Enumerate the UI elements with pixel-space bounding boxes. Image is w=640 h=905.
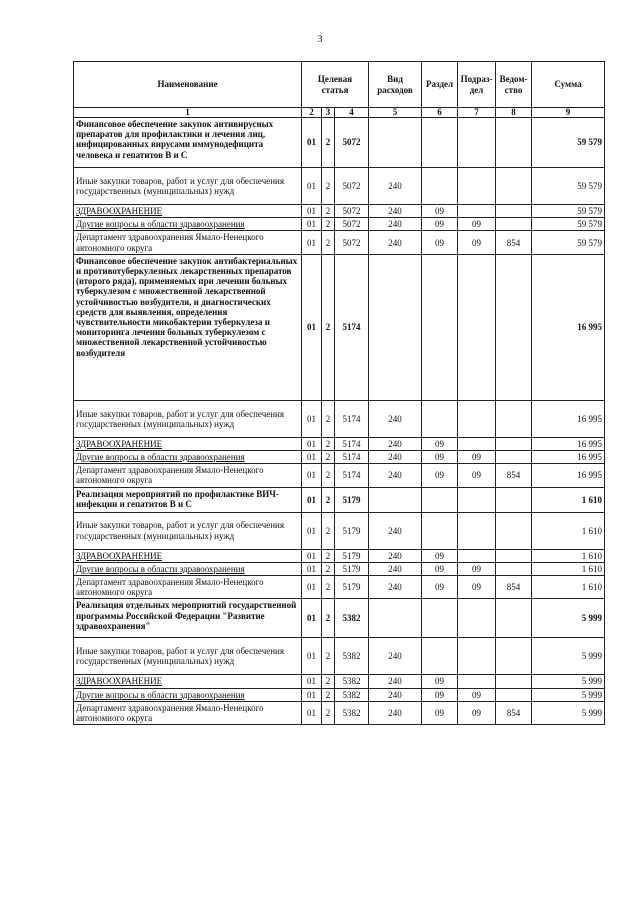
subsection-cell: 09 xyxy=(458,562,496,575)
section-cell xyxy=(422,118,458,168)
target-code-direction: 5174 xyxy=(335,437,369,450)
target-code-direction: 5382 xyxy=(335,599,369,638)
table-row xyxy=(74,688,605,701)
table-row xyxy=(74,562,605,575)
sum-cell: 59 579 xyxy=(532,231,605,254)
row-name xyxy=(74,576,302,599)
expense-type-cell: 240 xyxy=(369,701,422,724)
row-name-text: Иные закупки товаров, работ и услуг для обеспечения государственных (муниципальных) нужд xyxy=(76,646,284,667)
table-row xyxy=(74,231,605,254)
sum-cell: 16 995 xyxy=(532,437,605,450)
header-expense-type: Вид расходов xyxy=(369,62,422,108)
target-code-direction: 5072 xyxy=(335,118,369,168)
subsection-cell: 09 xyxy=(458,218,496,231)
sum-cell: 59 579 xyxy=(532,218,605,231)
target-code-subprogram: 2 xyxy=(322,231,335,254)
table-row xyxy=(74,254,605,400)
row-name-text: ЗДРАВООХРАНЕНИЕ xyxy=(76,676,163,687)
target-code-program: 01 xyxy=(302,437,322,450)
column-number: 3 xyxy=(322,108,335,118)
sum-cell: 16 995 xyxy=(532,254,605,400)
target-code-program: 01 xyxy=(302,118,322,168)
section-cell: 09 xyxy=(422,562,458,575)
target-code-program: 01 xyxy=(302,464,322,487)
column-number: 4 xyxy=(335,108,369,118)
target-code-program: 01 xyxy=(302,451,322,464)
page-number: 3 xyxy=(317,34,323,45)
subsection-cell: 09 xyxy=(458,451,496,464)
target-code-direction: 5072 xyxy=(335,231,369,254)
row-name xyxy=(74,464,302,487)
section-cell: 09 xyxy=(422,231,458,254)
target-code-subprogram: 2 xyxy=(322,487,335,512)
table-row xyxy=(74,512,605,549)
department-cell xyxy=(496,675,532,688)
column-number: 6 xyxy=(422,108,458,118)
department-cell: 854 xyxy=(496,231,532,254)
target-code-program: 01 xyxy=(302,400,322,437)
section-cell: 09 xyxy=(422,451,458,464)
expense-type-cell xyxy=(369,118,422,168)
expense-type-cell: 240 xyxy=(369,464,422,487)
row-name-text: ЗДРАВООХРАНЕНИЕ xyxy=(76,438,163,449)
target-code-program: 01 xyxy=(302,576,322,599)
row-name xyxy=(74,437,302,450)
row-name xyxy=(74,118,302,168)
target-code-subprogram: 2 xyxy=(322,437,335,450)
row-name xyxy=(74,205,302,218)
target-code-direction: 5382 xyxy=(335,701,369,724)
department-cell xyxy=(496,118,532,168)
target-code-program: 01 xyxy=(302,688,322,701)
target-code-subprogram: 2 xyxy=(322,168,335,205)
section-cell: 09 xyxy=(422,576,458,599)
sum-cell: 16 995 xyxy=(532,400,605,437)
table-row xyxy=(74,168,605,205)
department-cell xyxy=(496,549,532,562)
sum-cell: 59 579 xyxy=(532,168,605,205)
row-name-text: Департамент здравоохранения Ямало-Ненецкого автономного округа xyxy=(76,465,264,486)
target-code-direction: 5179 xyxy=(335,487,369,512)
sum-cell: 59 579 xyxy=(532,205,605,218)
row-name-text: Другие вопросы в области здравоохранения xyxy=(76,219,245,230)
row-name xyxy=(74,675,302,688)
target-code-program: 01 xyxy=(302,512,322,549)
row-name xyxy=(74,451,302,464)
target-code-subprogram: 2 xyxy=(322,512,335,549)
header-section: Раздел xyxy=(422,62,458,108)
sum-cell: 1 610 xyxy=(532,487,605,512)
target-code-direction: 5072 xyxy=(335,218,369,231)
section-cell xyxy=(422,487,458,512)
section-cell xyxy=(422,400,458,437)
table-row xyxy=(74,701,605,724)
row-name xyxy=(74,549,302,562)
target-code-direction: 5174 xyxy=(335,451,369,464)
target-code-program: 01 xyxy=(302,549,322,562)
row-name xyxy=(74,512,302,549)
column-number: 1 xyxy=(74,108,302,118)
target-code-program: 01 xyxy=(302,599,322,638)
expense-type-cell xyxy=(369,487,422,512)
target-code-program: 01 xyxy=(302,487,322,512)
column-number: 5 xyxy=(369,108,422,118)
row-name xyxy=(74,168,302,205)
target-code-program: 01 xyxy=(302,205,322,218)
sum-cell: 16 995 xyxy=(532,451,605,464)
expense-type-cell: 240 xyxy=(369,205,422,218)
target-code-direction: 5072 xyxy=(335,205,369,218)
header-target: Целевая статья xyxy=(302,62,369,108)
target-code-direction: 5382 xyxy=(335,638,369,675)
subsection-cell xyxy=(458,118,496,168)
row-name-text: Иные закупки товаров, работ и услуг для обеспечения государственных (муниципальных) нужд xyxy=(76,408,284,429)
target-code-subprogram: 2 xyxy=(322,638,335,675)
expense-type-cell: 240 xyxy=(369,437,422,450)
table-row xyxy=(74,400,605,437)
department-cell: 854 xyxy=(496,576,532,599)
section-cell: 09 xyxy=(422,437,458,450)
table-row xyxy=(74,205,605,218)
target-code-program: 01 xyxy=(302,562,322,575)
row-name xyxy=(74,701,302,724)
target-code-subprogram: 2 xyxy=(322,599,335,638)
target-code-program: 01 xyxy=(302,254,322,400)
row-name-text: Финансовое обеспечение закупок антибактериальных и противотуберкулезных лекарственных препаратов (второго ряда), применяемых при лечении больных туберкулезом с множественной лекарственной устойчивостью возбудителя, и диагностических средств для выявления, определения чувствительности микобактерии туберкулеза и мониторинга лечения больных туберкулезом с множественной лекарственной устойчивостью возбудителя xyxy=(76,255,298,358)
table-row xyxy=(74,599,605,638)
target-code-direction: 5174 xyxy=(335,254,369,400)
department-cell xyxy=(496,487,532,512)
department-cell: 854 xyxy=(496,464,532,487)
row-name-text: ЗДРАВООХРАНЕНИЕ xyxy=(76,206,163,216)
budget-table-container xyxy=(73,61,604,725)
target-code-subprogram: 2 xyxy=(322,464,335,487)
row-name-text: Департамент здравоохранения Ямало-Ненецкого автономного округа xyxy=(76,702,264,724)
sum-cell: 1 610 xyxy=(532,549,605,562)
target-code-direction: 5072 xyxy=(335,168,369,205)
table-row xyxy=(74,218,605,231)
target-code-program: 01 xyxy=(302,168,322,205)
subsection-cell xyxy=(458,168,496,205)
department-cell xyxy=(496,562,532,575)
expense-type-cell: 240 xyxy=(369,231,422,254)
department-cell xyxy=(496,638,532,675)
department-cell xyxy=(496,688,532,701)
sum-cell: 1 610 xyxy=(532,576,605,599)
expense-type-cell: 240 xyxy=(369,549,422,562)
subsection-cell xyxy=(458,675,496,688)
sum-cell: 5 999 xyxy=(532,701,605,724)
sum-cell: 5 999 xyxy=(532,638,605,675)
target-code-program: 01 xyxy=(302,218,322,231)
department-cell xyxy=(496,218,532,231)
department-cell xyxy=(496,168,532,205)
column-number: 9 xyxy=(532,108,605,118)
expense-type-cell: 240 xyxy=(369,576,422,599)
sum-cell: 1 610 xyxy=(532,512,605,549)
expense-type-cell: 240 xyxy=(369,688,422,701)
sum-cell: 59 579 xyxy=(532,118,605,168)
subsection-cell xyxy=(458,638,496,675)
row-name-text: Реализация мероприятий по профилактике ВИЧ-инфекции и гепатитов B и C xyxy=(76,488,279,509)
section-cell: 09 xyxy=(422,675,458,688)
row-name xyxy=(74,562,302,575)
department-cell xyxy=(496,599,532,638)
sum-cell: 5 999 xyxy=(532,688,605,701)
row-name xyxy=(74,599,302,638)
department-cell xyxy=(496,437,532,450)
target-code-direction: 5174 xyxy=(335,464,369,487)
header-name: Наименование xyxy=(74,62,302,108)
target-code-program: 01 xyxy=(302,701,322,724)
row-name-text: Иные закупки товаров, работ и услуг для обеспечения государственных (муниципальных) нужд xyxy=(76,175,284,196)
row-name-text: Реализация отдельных мероприятий государственной программы Российской Федерации "Развитие здравоохранения" xyxy=(76,600,297,631)
department-cell xyxy=(496,451,532,464)
department-cell: 854 xyxy=(496,701,532,724)
subsection-cell xyxy=(458,549,496,562)
header-row xyxy=(74,62,605,108)
section-cell: 09 xyxy=(422,464,458,487)
row-name xyxy=(74,487,302,512)
subsection-cell xyxy=(458,254,496,400)
target-code-program: 01 xyxy=(302,638,322,675)
row-name-text: Другие вопросы в области здравоохранения xyxy=(76,689,245,700)
table-row xyxy=(74,576,605,599)
department-cell xyxy=(496,400,532,437)
section-cell xyxy=(422,168,458,205)
row-name xyxy=(74,400,302,437)
target-code-direction: 5382 xyxy=(335,688,369,701)
table-row xyxy=(74,675,605,688)
target-code-subprogram: 2 xyxy=(322,701,335,724)
row-name xyxy=(74,688,302,701)
section-cell: 09 xyxy=(422,688,458,701)
department-cell xyxy=(496,205,532,218)
subsection-cell: 09 xyxy=(458,688,496,701)
subsection-cell xyxy=(458,599,496,638)
column-number: 7 xyxy=(458,108,496,118)
target-code-subprogram: 2 xyxy=(322,562,335,575)
expense-type-cell: 240 xyxy=(369,638,422,675)
target-code-subprogram: 2 xyxy=(322,254,335,400)
row-name-text: ЗДРАВООХРАНЕНИЕ xyxy=(76,550,163,561)
subsection-cell: 09 xyxy=(458,576,496,599)
sum-cell: 5 999 xyxy=(532,675,605,688)
row-name-text: Департамент здравоохранения Ямало-Ненецкого автономного округа xyxy=(76,577,264,598)
section-cell xyxy=(422,599,458,638)
target-code-subprogram: 2 xyxy=(322,688,335,701)
target-code-direction: 5179 xyxy=(335,512,369,549)
column-number: 2 xyxy=(302,108,322,118)
target-code-subprogram: 2 xyxy=(322,205,335,218)
expense-type-cell: 240 xyxy=(369,512,422,549)
table-row xyxy=(74,464,605,487)
subsection-cell: 09 xyxy=(458,231,496,254)
department-cell xyxy=(496,512,532,549)
subsection-cell: 09 xyxy=(458,464,496,487)
subsection-cell xyxy=(458,437,496,450)
target-code-subprogram: 2 xyxy=(322,576,335,599)
target-code-program: 01 xyxy=(302,231,322,254)
table-body xyxy=(74,118,605,725)
subsection-cell: 09 xyxy=(458,701,496,724)
row-name-text: Другие вопросы в области здравоохранения xyxy=(76,563,245,574)
expense-type-cell: 240 xyxy=(369,562,422,575)
subsection-cell xyxy=(458,400,496,437)
expense-type-cell: 240 xyxy=(369,168,422,205)
target-code-direction: 5179 xyxy=(335,562,369,575)
target-code-subprogram: 2 xyxy=(322,118,335,168)
expense-type-cell: 240 xyxy=(369,218,422,231)
section-cell: 09 xyxy=(422,549,458,562)
expense-type-cell xyxy=(369,254,422,400)
row-name-text: Департамент здравоохранения Ямало-Ненецкого автономного округа xyxy=(76,232,264,253)
row-name-text: Иные закупки товаров, работ и услуг для обеспечения государственных (муниципальных) нужд xyxy=(76,520,284,541)
header-department: Ведом-ство xyxy=(496,62,532,108)
target-code-direction: 5382 xyxy=(335,675,369,688)
row-name xyxy=(74,218,302,231)
subsection-cell xyxy=(458,205,496,218)
expense-type-cell: 240 xyxy=(369,675,422,688)
table-row xyxy=(74,118,605,168)
sum-cell: 1 610 xyxy=(532,562,605,575)
header-sum: Сумма xyxy=(532,62,605,108)
table-row xyxy=(74,437,605,450)
column-number-row xyxy=(74,108,605,118)
section-cell xyxy=(422,254,458,400)
department-cell xyxy=(496,254,532,400)
section-cell: 09 xyxy=(422,701,458,724)
subsection-cell xyxy=(458,487,496,512)
target-code-subprogram: 2 xyxy=(322,400,335,437)
table-row xyxy=(74,451,605,464)
table-row xyxy=(74,549,605,562)
expense-type-cell xyxy=(369,599,422,638)
row-name-text: Финансовое обеспечение закупок антивирусных препаратов для профилактики и лечения лиц, инфицированных вирусами иммунодефицита человека и гепатитов B и C xyxy=(76,119,274,160)
section-cell xyxy=(422,638,458,675)
subsection-cell xyxy=(458,512,496,549)
budget-table xyxy=(73,61,605,725)
row-name xyxy=(74,231,302,254)
target-code-direction: 5174 xyxy=(335,400,369,437)
header-subsection: Подраз-дел xyxy=(458,62,496,108)
row-name xyxy=(74,254,302,400)
target-code-subprogram: 2 xyxy=(322,675,335,688)
table-row xyxy=(74,487,605,512)
section-cell: 09 xyxy=(422,205,458,218)
target-code-subprogram: 2 xyxy=(322,218,335,231)
target-code-direction: 5179 xyxy=(335,549,369,562)
table-row xyxy=(74,638,605,675)
section-cell xyxy=(422,512,458,549)
expense-type-cell: 240 xyxy=(369,451,422,464)
sum-cell: 5 999 xyxy=(532,599,605,638)
target-code-subprogram: 2 xyxy=(322,451,335,464)
sum-cell: 16 995 xyxy=(532,464,605,487)
target-code-subprogram: 2 xyxy=(322,549,335,562)
row-name xyxy=(74,638,302,675)
column-number: 8 xyxy=(496,108,532,118)
row-name-text: Другие вопросы в области здравоохранения xyxy=(76,452,245,463)
expense-type-cell: 240 xyxy=(369,400,422,437)
target-code-direction: 5179 xyxy=(335,576,369,599)
section-cell: 09 xyxy=(422,218,458,231)
target-code-program: 01 xyxy=(302,675,322,688)
